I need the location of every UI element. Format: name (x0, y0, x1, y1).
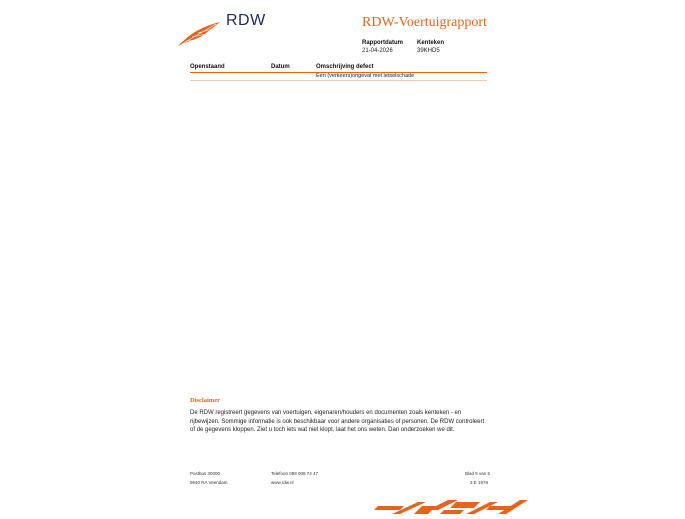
plate-label: Kenteken (417, 40, 445, 46)
column-header-datum: Datum (271, 64, 290, 70)
footer-address: 9640 RA Veendam (190, 480, 228, 485)
cell-omschrijving: Een (verkeers)ongeval met letselschade (316, 73, 415, 79)
decorative-stripes (370, 496, 530, 514)
footer-page-number: Blad 5 van 5 (465, 471, 491, 476)
disclaimer-text: De RDW registreert gegevens van voertuigen, eigenaren/houders en documenten zoals kenteken - en rijbewijzen. Sommige informatie is ook beschikbaar voor andere organisaties of personen. De RDW controleert of de gegevens kloppen. Ziet u toch iets wat niet klopt, laat het ons weten. Dan onderzoeken we dit. (190, 410, 485, 433)
report-title: RDW-Voertuigrapport (362, 15, 487, 30)
disclaimer-title: Disclaimer (190, 397, 220, 404)
rdw-logo (176, 20, 222, 48)
report-date-label: Rapportdatum (362, 40, 403, 46)
table-row-divider (190, 80, 487, 81)
column-header-omschrijving: Omschrijving defect (316, 64, 374, 70)
footer-code: 3 E 1978 (470, 480, 489, 485)
stripes-graphic (370, 496, 530, 514)
rdw-feather-icon (176, 20, 222, 48)
column-header-openstaand: Openstaand (190, 64, 225, 70)
footer-postbus: Postbus 30000 (190, 471, 221, 476)
footer-website: www.rdw.nl (271, 480, 294, 485)
report-date-value: 21-04-2026 (362, 48, 393, 54)
footer-phone: Telefoon 088 008 74 47 (271, 471, 319, 476)
plate-value: 39KHD5 (417, 48, 440, 54)
logo-text: RDW (226, 12, 266, 29)
